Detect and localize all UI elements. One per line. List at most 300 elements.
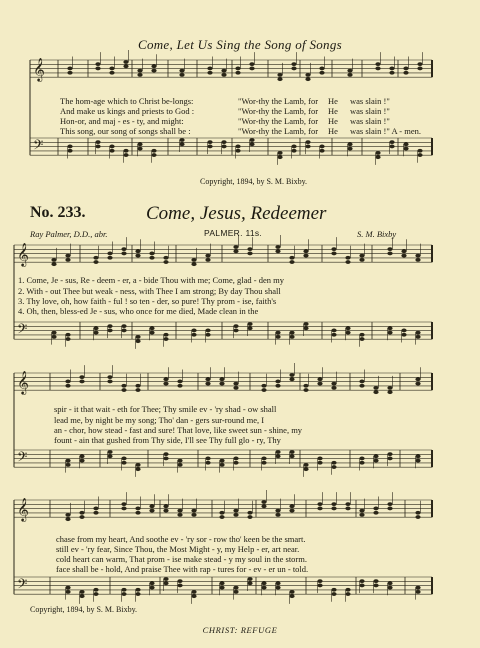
note-head bbox=[415, 258, 420, 262]
note-head bbox=[191, 329, 196, 333]
note-head bbox=[177, 509, 182, 513]
note-head bbox=[123, 153, 128, 157]
note-head bbox=[65, 254, 70, 258]
note-head bbox=[107, 252, 112, 256]
note-head bbox=[375, 151, 380, 155]
note-head bbox=[177, 513, 182, 517]
note-head bbox=[387, 452, 392, 456]
note-head bbox=[277, 73, 282, 77]
note-head bbox=[331, 386, 336, 390]
note-head bbox=[403, 142, 408, 146]
note-head bbox=[403, 71, 408, 75]
note-head bbox=[375, 62, 380, 66]
top-copyright: Copyright, 1894, by S. M. Bixby. bbox=[200, 177, 308, 186]
note-head bbox=[417, 62, 422, 66]
note-head bbox=[65, 590, 70, 594]
note-head bbox=[135, 507, 140, 511]
note-head bbox=[135, 388, 140, 392]
note-head bbox=[401, 329, 406, 333]
note-head bbox=[331, 588, 336, 592]
note-head bbox=[317, 461, 322, 465]
note-head bbox=[317, 584, 322, 588]
note-head bbox=[275, 509, 280, 513]
note-head bbox=[387, 502, 392, 506]
lyric-line: spir - it that wait - eth for Thee; Thy smile ev - 'ry shad - ow shall bbox=[54, 404, 277, 414]
note-head bbox=[219, 515, 224, 519]
note-head bbox=[331, 465, 336, 469]
note-head bbox=[247, 577, 252, 581]
lyric-line: He bbox=[328, 106, 338, 116]
lyric-line: face shall be - hold, And praise Thee with rap - tures for - ev - er un - told. bbox=[56, 564, 309, 574]
note-head bbox=[387, 326, 392, 330]
note-head bbox=[107, 324, 112, 328]
note-head bbox=[93, 511, 98, 515]
note-head bbox=[275, 581, 280, 585]
note-head bbox=[79, 590, 84, 594]
treble-clef-icon: 𝄞 bbox=[33, 57, 45, 81]
hymn-copyright: Copyright, 1894, by S. M. Bixby. bbox=[30, 605, 138, 614]
hymn-tune: PALMER. 11s. bbox=[204, 228, 263, 238]
note-head bbox=[247, 515, 252, 519]
note-head bbox=[345, 331, 350, 335]
note-head bbox=[289, 373, 294, 377]
note-head bbox=[149, 252, 154, 256]
note-head bbox=[415, 515, 420, 519]
note-head bbox=[51, 258, 56, 262]
note-head bbox=[151, 153, 156, 157]
note-head bbox=[347, 69, 352, 73]
note-head bbox=[387, 586, 392, 590]
note-head bbox=[233, 382, 238, 386]
note-head bbox=[149, 581, 154, 585]
note-head bbox=[345, 507, 350, 511]
topic-tag: CHRIST: REFUGE bbox=[202, 625, 278, 635]
note-head bbox=[403, 147, 408, 151]
note-head bbox=[121, 502, 126, 506]
note-head bbox=[107, 454, 112, 458]
hymn-title: Come, Jesus, Redeemer bbox=[146, 203, 327, 224]
note-head bbox=[345, 592, 350, 596]
note-head bbox=[177, 384, 182, 388]
note-head bbox=[387, 331, 392, 335]
note-head bbox=[403, 67, 408, 71]
note-head bbox=[233, 513, 238, 517]
note-head bbox=[163, 260, 168, 264]
note-head bbox=[247, 252, 252, 256]
note-head bbox=[289, 377, 294, 381]
note-head bbox=[261, 586, 266, 590]
note-head bbox=[149, 586, 154, 590]
note-head bbox=[319, 149, 324, 153]
note-head bbox=[205, 258, 210, 262]
note-head bbox=[67, 67, 72, 71]
lyric-line: He bbox=[328, 126, 338, 136]
note-head bbox=[261, 388, 266, 392]
note-head bbox=[289, 256, 294, 260]
note-head bbox=[291, 62, 296, 66]
note-head bbox=[415, 254, 420, 258]
note-head bbox=[373, 579, 378, 583]
note-head bbox=[305, 140, 310, 144]
note-head bbox=[331, 252, 336, 256]
note-head bbox=[359, 254, 364, 258]
note-head bbox=[275, 335, 280, 339]
note-head bbox=[177, 584, 182, 588]
note-head bbox=[303, 467, 308, 471]
note-head bbox=[389, 71, 394, 75]
note-head bbox=[401, 254, 406, 258]
note-head bbox=[65, 513, 70, 517]
note-head bbox=[275, 450, 280, 454]
note-head bbox=[95, 62, 100, 66]
note-head bbox=[121, 507, 126, 511]
top-hymn-title: Come, Let Us Sing the Song of Songs bbox=[137, 37, 343, 52]
bass-clef-icon: 𝄢 bbox=[17, 449, 28, 468]
note-head bbox=[415, 586, 420, 590]
note-head bbox=[289, 504, 294, 508]
note-head bbox=[289, 331, 294, 335]
note-head bbox=[163, 382, 168, 386]
note-head bbox=[247, 326, 252, 330]
note-head bbox=[373, 454, 378, 458]
note-head bbox=[151, 149, 156, 153]
note-head bbox=[261, 461, 266, 465]
note-head bbox=[373, 511, 378, 515]
note-head bbox=[247, 322, 252, 326]
note-head bbox=[135, 588, 140, 592]
note-head bbox=[137, 142, 142, 146]
hymn-composer: S. M. Bixby bbox=[357, 229, 397, 239]
note-head bbox=[387, 457, 392, 461]
note-head bbox=[65, 463, 70, 467]
note-head bbox=[179, 142, 184, 146]
note-head bbox=[121, 252, 126, 256]
note-head bbox=[79, 380, 84, 384]
note-head bbox=[121, 324, 126, 328]
note-head bbox=[417, 149, 422, 153]
note-head bbox=[163, 333, 168, 337]
note-head bbox=[387, 507, 392, 511]
note-head bbox=[205, 382, 210, 386]
note-head bbox=[163, 256, 168, 260]
note-head bbox=[415, 335, 420, 339]
note-head bbox=[151, 69, 156, 73]
note-head bbox=[331, 502, 336, 506]
note-head bbox=[247, 581, 252, 585]
note-head bbox=[359, 513, 364, 517]
note-head bbox=[221, 145, 226, 149]
note-head bbox=[123, 60, 128, 64]
note-head bbox=[205, 461, 210, 465]
note-head bbox=[233, 329, 238, 333]
note-head bbox=[359, 337, 364, 341]
bass-clef-icon: 𝄢 bbox=[17, 321, 28, 340]
note-head bbox=[191, 594, 196, 598]
note-head bbox=[135, 339, 140, 343]
note-head bbox=[221, 140, 226, 144]
lyric-line: The hom-age which to Christ be-longs: bbox=[60, 96, 194, 106]
treble-clef-icon: 𝄞 bbox=[17, 370, 29, 394]
note-head bbox=[317, 502, 322, 506]
note-head bbox=[387, 386, 392, 390]
lyric-line: And make us kings and priests to God : bbox=[60, 106, 195, 116]
note-head bbox=[359, 584, 364, 588]
note-head bbox=[359, 380, 364, 384]
lyric-line: "Wor-thy the Lamb, for bbox=[238, 106, 319, 116]
note-head bbox=[51, 335, 56, 339]
note-head bbox=[121, 588, 126, 592]
note-head bbox=[93, 507, 98, 511]
note-head bbox=[331, 592, 336, 596]
note-head bbox=[177, 579, 182, 583]
note-head bbox=[247, 247, 252, 251]
note-head bbox=[95, 145, 100, 149]
note-head bbox=[261, 457, 266, 461]
note-head bbox=[93, 331, 98, 335]
note-head bbox=[235, 149, 240, 153]
bass-clef-icon: 𝄢 bbox=[33, 137, 44, 156]
lyric-line: was slain !" bbox=[350, 106, 390, 116]
note-head bbox=[121, 457, 126, 461]
lyric-line: "Wor-thy the Lamb, for bbox=[238, 126, 319, 136]
lyric-line: was slain !" bbox=[350, 96, 390, 106]
note-head bbox=[219, 377, 224, 381]
note-head bbox=[319, 145, 324, 149]
note-head bbox=[233, 324, 238, 328]
note-head bbox=[415, 331, 420, 335]
bass-clef-icon: 𝄢 bbox=[17, 576, 28, 595]
note-head bbox=[359, 384, 364, 388]
note-head bbox=[93, 592, 98, 596]
note-head bbox=[277, 77, 282, 81]
note-head bbox=[135, 463, 140, 467]
note-head bbox=[261, 384, 266, 388]
note-head bbox=[289, 594, 294, 598]
hymn-number: No. 233. bbox=[30, 204, 86, 221]
note-head bbox=[331, 329, 336, 333]
note-head bbox=[107, 450, 112, 454]
note-head bbox=[107, 375, 112, 379]
note-head bbox=[415, 511, 420, 515]
lyric-line: still ev - 'ry fear, Since Thou, the Most Might - y, my Help - er, art near. bbox=[56, 544, 300, 554]
note-head bbox=[163, 377, 168, 381]
note-head bbox=[387, 247, 392, 251]
note-head bbox=[93, 588, 98, 592]
note-head bbox=[221, 73, 226, 77]
note-head bbox=[331, 247, 336, 251]
note-head bbox=[247, 511, 252, 515]
note-head bbox=[319, 71, 324, 75]
note-head bbox=[415, 454, 420, 458]
note-head bbox=[135, 335, 140, 339]
note-head bbox=[79, 515, 84, 519]
note-head bbox=[95, 67, 100, 71]
note-head bbox=[121, 388, 126, 392]
note-head bbox=[207, 67, 212, 71]
note-head bbox=[291, 67, 296, 71]
note-head bbox=[163, 504, 168, 508]
note-head bbox=[67, 145, 72, 149]
note-head bbox=[303, 384, 308, 388]
note-head bbox=[207, 145, 212, 149]
note-head bbox=[205, 457, 210, 461]
note-head bbox=[305, 145, 310, 149]
note-head bbox=[65, 586, 70, 590]
note-head bbox=[235, 145, 240, 149]
note-head bbox=[107, 256, 112, 260]
note-head bbox=[331, 507, 336, 511]
note-head bbox=[289, 590, 294, 594]
note-head bbox=[163, 457, 168, 461]
note-head bbox=[375, 67, 380, 71]
note-head bbox=[163, 581, 168, 585]
note-head bbox=[233, 586, 238, 590]
note-head bbox=[107, 329, 112, 333]
note-head bbox=[261, 500, 266, 504]
note-head bbox=[387, 390, 392, 394]
note-head bbox=[205, 329, 210, 333]
note-head bbox=[51, 331, 56, 335]
note-head bbox=[373, 459, 378, 463]
note-head bbox=[137, 73, 142, 77]
note-head bbox=[79, 594, 84, 598]
note-head bbox=[375, 155, 380, 159]
note-head bbox=[415, 590, 420, 594]
note-head bbox=[387, 581, 392, 585]
note-head bbox=[289, 335, 294, 339]
note-head bbox=[275, 384, 280, 388]
note-head bbox=[205, 333, 210, 337]
treble-clef-icon: 𝄞 bbox=[17, 242, 29, 266]
note-head bbox=[417, 67, 422, 71]
note-head bbox=[249, 62, 254, 66]
note-head bbox=[387, 252, 392, 256]
note-head bbox=[415, 382, 420, 386]
note-head bbox=[219, 586, 224, 590]
note-head bbox=[65, 384, 70, 388]
note-head bbox=[219, 511, 224, 515]
note-head bbox=[177, 380, 182, 384]
lyric-line: an - chor, how stead - fast and sure! That love, like sweet sun - shine, my bbox=[54, 425, 303, 435]
lyric-line: was slain !" A - men. bbox=[350, 126, 421, 136]
note-head bbox=[289, 509, 294, 513]
note-head bbox=[275, 249, 280, 253]
note-head bbox=[303, 326, 308, 330]
note-head bbox=[121, 247, 126, 251]
note-head bbox=[359, 461, 364, 465]
note-head bbox=[233, 461, 238, 465]
note-head bbox=[65, 459, 70, 463]
note-head bbox=[389, 145, 394, 149]
lyric-line: was slain !" bbox=[350, 116, 390, 126]
note-head bbox=[179, 138, 184, 142]
note-head bbox=[65, 517, 70, 521]
note-head bbox=[317, 377, 322, 381]
note-head bbox=[277, 155, 282, 159]
note-head bbox=[317, 382, 322, 386]
note-head bbox=[191, 262, 196, 266]
note-head bbox=[179, 69, 184, 73]
note-head bbox=[219, 382, 224, 386]
note-head bbox=[135, 592, 140, 596]
note-head bbox=[207, 71, 212, 75]
note-head bbox=[347, 73, 352, 77]
note-head bbox=[135, 467, 140, 471]
note-head bbox=[275, 454, 280, 458]
note-head bbox=[331, 382, 336, 386]
note-head bbox=[347, 147, 352, 151]
note-head bbox=[135, 249, 140, 253]
note-head bbox=[249, 67, 254, 71]
note-head bbox=[305, 77, 310, 81]
note-head bbox=[415, 377, 420, 381]
note-head bbox=[219, 581, 224, 585]
note-head bbox=[291, 149, 296, 153]
note-head bbox=[163, 577, 168, 581]
note-head bbox=[65, 333, 70, 337]
lyric-line: He bbox=[328, 96, 338, 106]
note-head bbox=[415, 459, 420, 463]
note-head bbox=[191, 258, 196, 262]
note-head bbox=[303, 388, 308, 392]
lyric-line: "Wor-thy the Lamb, for bbox=[238, 116, 319, 126]
note-head bbox=[345, 256, 350, 260]
note-head bbox=[191, 509, 196, 513]
note-head bbox=[233, 509, 238, 513]
note-head bbox=[275, 380, 280, 384]
note-head bbox=[401, 249, 406, 253]
note-head bbox=[317, 507, 322, 511]
note-head bbox=[373, 386, 378, 390]
note-head bbox=[219, 463, 224, 467]
note-head bbox=[65, 337, 70, 341]
note-head bbox=[235, 71, 240, 75]
note-head bbox=[275, 513, 280, 517]
lyric-line: 3. Thy love, oh, how faith - ful ! so ten - der, so pure! Thy prom - ise, faith's bbox=[18, 296, 277, 306]
note-head bbox=[331, 461, 336, 465]
note-head bbox=[135, 254, 140, 258]
note-head bbox=[149, 509, 154, 513]
note-head bbox=[109, 71, 114, 75]
note-head bbox=[303, 322, 308, 326]
note-head bbox=[177, 463, 182, 467]
note-head bbox=[79, 511, 84, 515]
note-head bbox=[261, 581, 266, 585]
note-head bbox=[303, 254, 308, 258]
note-head bbox=[317, 457, 322, 461]
note-head bbox=[359, 457, 364, 461]
note-head bbox=[359, 579, 364, 583]
note-head bbox=[221, 69, 226, 73]
note-head bbox=[93, 256, 98, 260]
note-head bbox=[107, 380, 112, 384]
note-head bbox=[359, 258, 364, 262]
note-head bbox=[345, 326, 350, 330]
note-head bbox=[65, 380, 70, 384]
note-head bbox=[163, 452, 168, 456]
note-head bbox=[373, 584, 378, 588]
note-head bbox=[233, 249, 238, 253]
note-head bbox=[291, 145, 296, 149]
lyric-line: "Wor-thy the Lamb, for bbox=[238, 96, 319, 106]
note-head bbox=[401, 333, 406, 337]
note-head bbox=[261, 504, 266, 508]
note-head bbox=[359, 509, 364, 513]
note-head bbox=[233, 245, 238, 249]
note-head bbox=[249, 142, 254, 146]
note-head bbox=[345, 502, 350, 506]
note-head bbox=[303, 249, 308, 253]
